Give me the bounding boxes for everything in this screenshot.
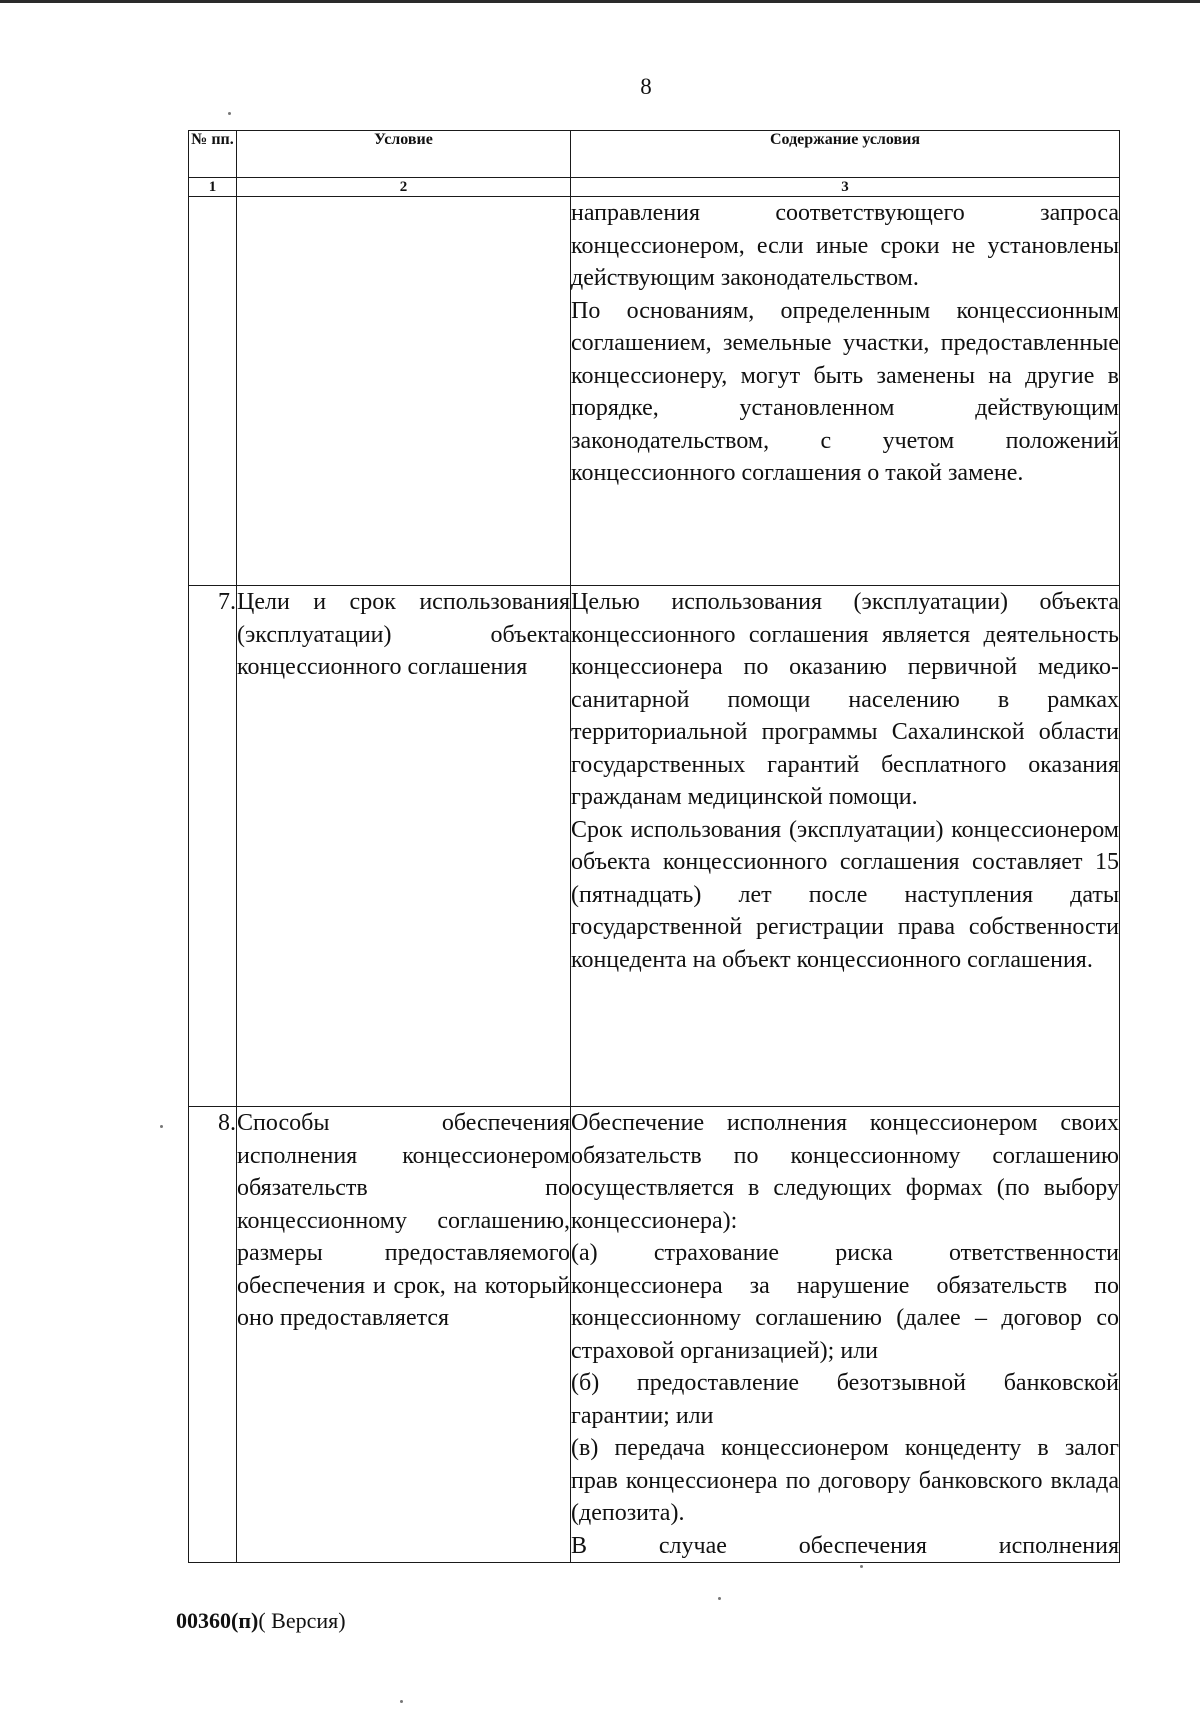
document-version: ( Версия) xyxy=(258,1608,346,1633)
table-row xyxy=(189,586,1120,1107)
row-condition: Способы обеспечения исполнения концессионером обязательств по концессионному соглашению, размеры предоставляемого обеспечения и срок, на который оно предоставляется xyxy=(237,1107,571,1563)
content-paragraph: Обеспечение исполнения концессионером своих обязательств по концессионному соглашению осуществляется в следующих формах (по выбору концессионера): xyxy=(571,1110,1119,1234)
content-paragraph: По основаниям, определенным концессионным соглашением, земельные участки, предоставленные концессионеру, могут быть заменены на другие в порядке, установленном действующим законодательством, с учетом положений концессионного соглашения о такой замене. xyxy=(571,297,1119,486)
column-number-2: 2 xyxy=(237,178,571,197)
scan-speck xyxy=(400,1700,403,1703)
content-paragraph: (б) предоставление безотзывной банковской гарантии; или xyxy=(571,1370,1119,1429)
row-condition xyxy=(237,197,571,586)
row-condition: Цели и срок использования (эксплуатации) объекта концессионного соглашения xyxy=(237,586,571,1107)
table-row xyxy=(189,1107,1120,1563)
header-content: Содержание условия xyxy=(571,131,1120,178)
content-paragraph: Целью использования (эксплуатации) объекта концессионного соглашения является деятельность концессионера по оказанию первичной медико-санитарной помощи населению в рамках территориальной программы Сахалинской области государственных гарантий бесплатного оказания гражданам медицинской помощи. xyxy=(571,589,1119,810)
page-number: 8 xyxy=(640,74,652,99)
row-content xyxy=(571,586,1120,1107)
scan-speck xyxy=(718,1597,721,1600)
row-content xyxy=(571,197,1120,586)
document-footer xyxy=(176,1608,346,1634)
column-number-row xyxy=(189,178,1120,197)
row-number: 7. xyxy=(189,586,237,1107)
content-paragraph: В случае обеспечения исполнения xyxy=(571,1532,1119,1559)
scan-speck xyxy=(860,1565,863,1568)
table-row xyxy=(189,197,1120,586)
column-number-3: 3 xyxy=(571,178,1120,197)
document-code: 00360(п) xyxy=(176,1608,259,1633)
content-paragraph: Срок использования (эксплуатации) концессионером объекта концессионного соглашения составляет 15 (пятнадцать) лет после наступления даты государственной регистрации права собственности концедента на объект концессионного соглашения. xyxy=(571,816,1119,973)
column-number-1: 1 xyxy=(189,178,237,197)
conditions-table xyxy=(188,130,1120,1563)
content-paragraph: направления соответствующего запроса концессионером, если иные сроки не установлены действующим законодательством. xyxy=(571,200,1119,291)
row-number: 8. xyxy=(189,1107,237,1563)
scan-speck xyxy=(160,1125,163,1128)
row-content xyxy=(571,1107,1120,1563)
content-paragraph: (в) передача концессионером концеденту в залог прав концессионера по договору банковского вклада (депозита). xyxy=(571,1435,1119,1526)
content-paragraph: (а) страхование риска ответственности концессионера за нарушение обязательств по концессионному соглашению (далее – договор со страховой организацией); или xyxy=(571,1240,1119,1364)
row-number xyxy=(189,197,237,586)
table-header-row xyxy=(189,131,1120,178)
scan-speck xyxy=(228,112,231,115)
header-number: № пп. xyxy=(189,131,237,178)
header-condition: Условие xyxy=(237,131,571,178)
top-border-line xyxy=(0,0,1200,3)
